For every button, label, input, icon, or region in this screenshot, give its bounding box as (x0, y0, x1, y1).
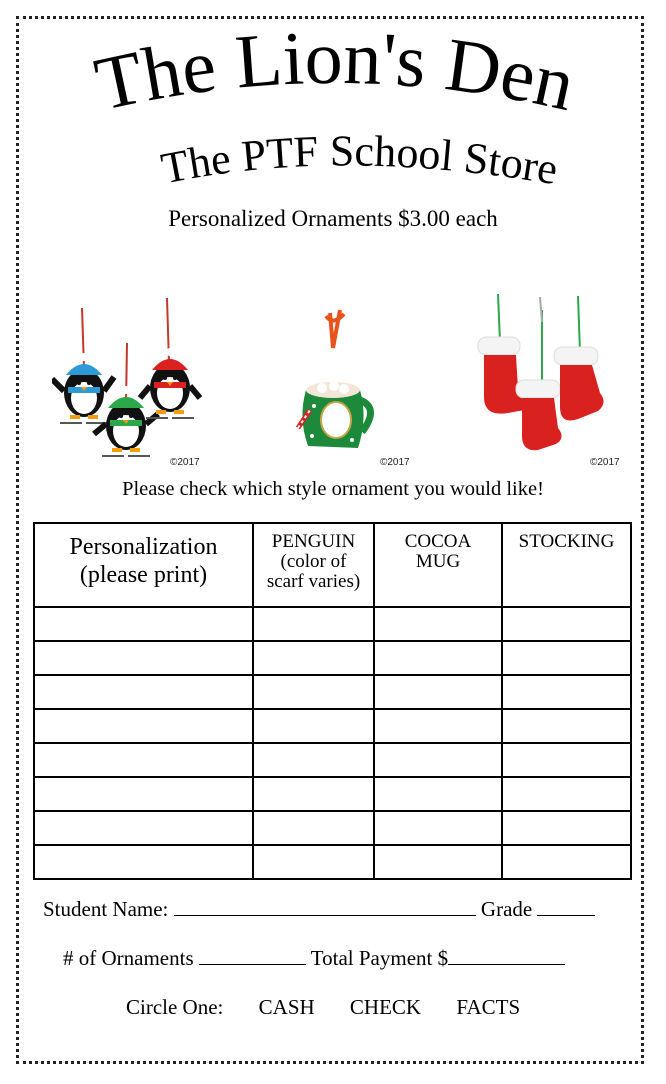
grade-label: Grade (480, 897, 533, 921)
price-line: Personalized Ornaments $3.00 each (168, 206, 498, 231)
personalization-cell[interactable] (34, 675, 253, 709)
table-row (34, 675, 631, 709)
copyright-1: ©2017 (170, 457, 200, 468)
checkbox-cell[interactable] (502, 811, 631, 845)
header-penguin-line2: (color of (280, 550, 347, 572)
order-table (33, 522, 632, 880)
store-title (30, 28, 636, 198)
header-cocoa-mug (374, 523, 502, 607)
copyright-3: ©2017 (590, 457, 620, 468)
checkbox-cell[interactable] (374, 641, 502, 675)
ornaments-blank[interactable] (199, 948, 306, 965)
checkbox-cell[interactable] (374, 743, 502, 777)
checkbox-cell[interactable] (374, 777, 502, 811)
checkbox-cell[interactable] (502, 641, 631, 675)
personalization-cell[interactable] (34, 641, 253, 675)
student-name-label: Student Name: (43, 897, 169, 921)
header-stocking-line1: STOCKING (518, 531, 615, 552)
option-cash[interactable]: CASH (258, 995, 315, 1019)
header-personalization (34, 523, 253, 607)
table-row (34, 777, 631, 811)
table-row (34, 811, 631, 845)
personalization-cell[interactable] (34, 811, 253, 845)
checkbox-cell[interactable] (502, 743, 631, 777)
ornaments-label: # of Ornaments (63, 946, 194, 970)
stocking-ornaments-image (470, 292, 610, 454)
checkbox-cell[interactable] (253, 675, 374, 709)
circle-one-label: Circle One: (126, 995, 224, 1019)
personalization-cell[interactable] (34, 709, 253, 743)
ornaments-payment-line (63, 946, 565, 971)
table-row (34, 641, 631, 675)
personalization-cell[interactable] (34, 743, 253, 777)
header-personalization-line1: Personalization (69, 534, 218, 560)
table-row (34, 607, 631, 641)
checkbox-cell[interactable] (253, 845, 374, 879)
checkbox-cell[interactable] (502, 709, 631, 743)
checkbox-cell[interactable] (253, 743, 374, 777)
checkbox-cell[interactable] (253, 777, 374, 811)
checkbox-cell[interactable] (253, 811, 374, 845)
personalization-cell[interactable] (34, 607, 253, 641)
checkbox-cell[interactable] (253, 709, 374, 743)
header-stocking (502, 523, 631, 607)
instruction-text: Please check which style ornament you would like! (122, 478, 544, 500)
table-row (34, 845, 631, 879)
checkbox-cell[interactable] (374, 811, 502, 845)
checkbox-cell[interactable] (374, 607, 502, 641)
checkbox-cell[interactable] (253, 641, 374, 675)
order-rows (34, 607, 631, 879)
title-text: The Lion's Den (88, 28, 582, 128)
header-cocoa-line1: COCOA (404, 531, 472, 552)
payment-method-line (126, 995, 520, 1020)
penguin-ornaments-image (52, 298, 202, 466)
header-cocoa-line2: MUG (415, 550, 461, 572)
checkbox-cell[interactable] (502, 777, 631, 811)
header-penguin-line3: scarf varies) (266, 570, 361, 592)
subtitle-text: The PTF School Store (157, 126, 562, 195)
copyright-2: ©2017 (380, 457, 410, 468)
personalization-cell[interactable] (34, 845, 253, 879)
table-row (34, 709, 631, 743)
checkbox-cell[interactable] (374, 675, 502, 709)
header-personalization-line2: (please print) (79, 561, 208, 588)
payment-blank[interactable] (448, 948, 565, 965)
header-penguin-line1: PENGUIN (271, 531, 356, 552)
checkbox-cell[interactable] (374, 845, 502, 879)
checkbox-cell[interactable] (502, 675, 631, 709)
checkbox-cell[interactable] (502, 845, 631, 879)
option-facts[interactable]: FACTS (456, 995, 521, 1019)
header-penguin (253, 523, 374, 607)
option-check[interactable]: CHECK (349, 995, 422, 1019)
checkbox-cell[interactable] (253, 607, 374, 641)
checkbox-cell[interactable] (374, 709, 502, 743)
cocoa-mug-image (288, 308, 378, 460)
grade-blank[interactable] (537, 899, 595, 916)
checkbox-cell[interactable] (502, 607, 631, 641)
student-name-line (43, 897, 595, 922)
personalization-cell[interactable] (34, 777, 253, 811)
table-row (34, 743, 631, 777)
student-name-blank[interactable] (174, 899, 476, 916)
payment-label: Total Payment $ (310, 946, 449, 970)
